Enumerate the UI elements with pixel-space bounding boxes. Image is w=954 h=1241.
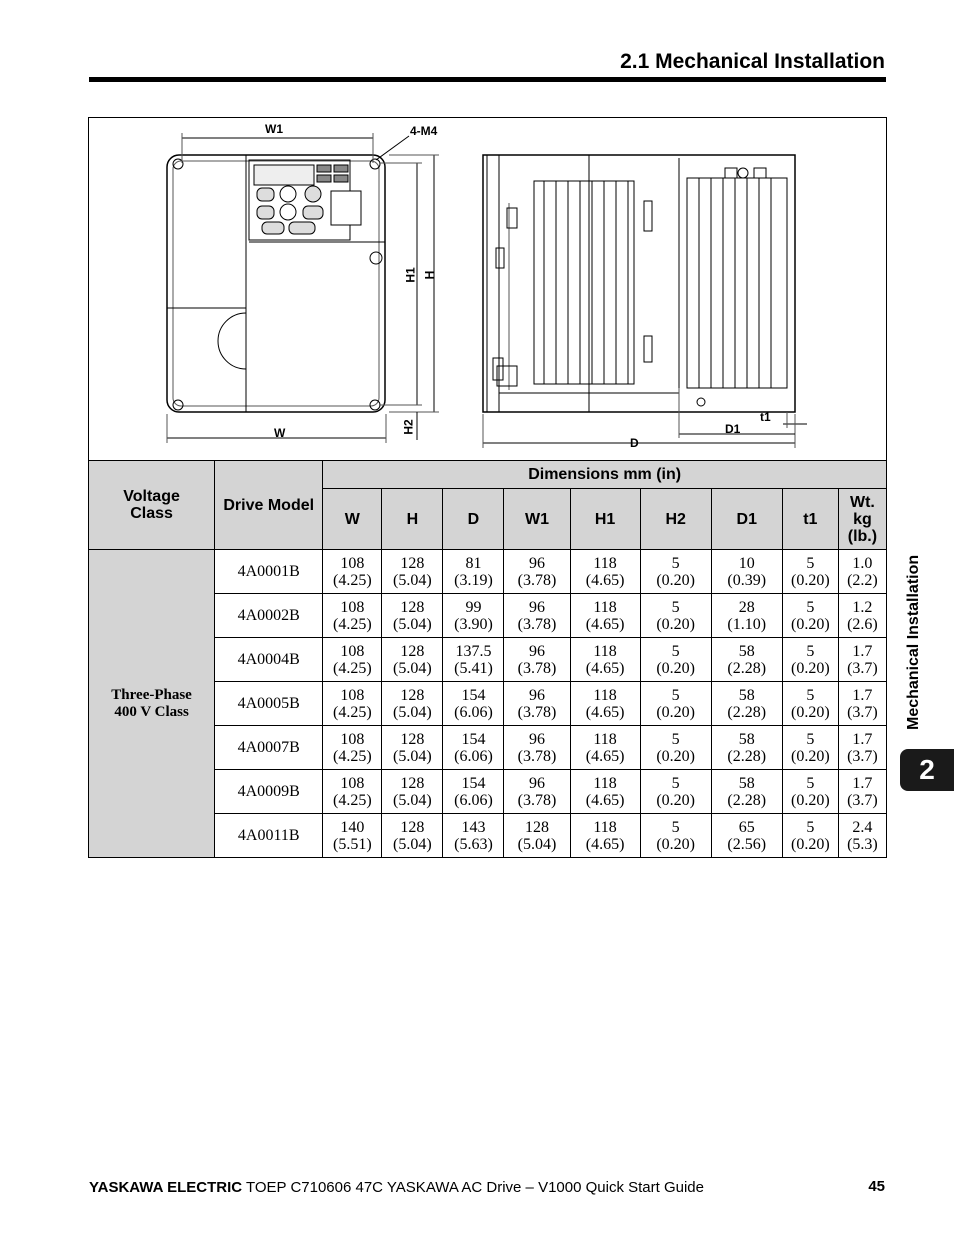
dimension-cell <box>443 682 504 726</box>
metric-value: 96 <box>529 598 545 616</box>
imperial-value: (4.65) <box>585 791 625 809</box>
header-rule <box>89 77 886 82</box>
imperial-value: (0.20) <box>656 791 695 809</box>
dimensions-table <box>88 460 887 858</box>
imperial-value: (0.39) <box>727 571 767 589</box>
metric-value: 118 <box>593 730 617 748</box>
dimension-cell <box>382 550 443 594</box>
side-tab-label: Mechanical Installation <box>905 554 922 730</box>
metric-value: 1.7 <box>852 774 873 792</box>
imperial-value: (5.04) <box>393 835 432 853</box>
table-row <box>89 550 887 594</box>
imperial-value: (4.65) <box>585 571 625 589</box>
column-header: W <box>323 489 382 550</box>
dimension-cell <box>504 594 570 638</box>
column-header: D1 <box>711 489 782 550</box>
h1-label: H1 <box>403 267 418 283</box>
dimension-cell <box>838 770 886 814</box>
metric-value: 154 <box>461 774 486 792</box>
imperial-value: (5.04) <box>393 615 432 633</box>
dimension-cell <box>504 638 570 682</box>
section-title: 2.1 Mechanical Installation <box>620 50 885 73</box>
metric-value: 118 <box>593 774 617 792</box>
dimension-cell <box>782 594 838 638</box>
footer-text <box>89 1179 704 1196</box>
imperial-value: (0.20) <box>656 659 695 677</box>
page-number: 45 <box>868 1178 885 1195</box>
dimension-cell <box>640 770 711 814</box>
imperial-value: (2.2) <box>847 571 878 589</box>
imperial-value: (0.20) <box>790 703 830 721</box>
metric-value: 128 <box>400 818 425 836</box>
metric-value: 2.4 <box>852 818 873 836</box>
imperial-value: (5.04) <box>393 659 432 677</box>
dimension-cell <box>382 682 443 726</box>
metric-value: 1.7 <box>852 686 873 704</box>
imperial-value: (0.20) <box>790 791 830 809</box>
dimension-cell <box>838 682 886 726</box>
dimension-cell <box>443 770 504 814</box>
imperial-value: (5.04) <box>393 747 432 765</box>
metric-value: 128 <box>400 598 425 616</box>
metric-value: 96 <box>529 686 545 704</box>
imperial-value: (5.04) <box>517 835 557 853</box>
imperial-value: (3.78) <box>517 615 557 633</box>
imperial-value: (5.04) <box>393 571 432 589</box>
dimension-cell <box>782 638 838 682</box>
imperial-value: (3.7) <box>847 791 878 809</box>
metric-value: 1.2 <box>852 598 873 616</box>
voltage-class-cell: Three-Phase 400 V Class <box>89 550 215 858</box>
imperial-value: (2.28) <box>727 703 767 721</box>
dimension-cell <box>382 638 443 682</box>
imperial-value: (4.65) <box>585 615 625 633</box>
drive-model-header: Drive Model <box>215 461 323 550</box>
metric-value: 5 <box>671 554 680 572</box>
dimension-cell <box>570 638 640 682</box>
metric-value: 1.0 <box>852 554 873 572</box>
imperial-value: (5.63) <box>454 835 493 853</box>
dimension-cell <box>838 550 886 594</box>
metric-value: 108 <box>340 598 365 616</box>
dimension-cell <box>782 550 838 594</box>
metric-value: 96 <box>529 774 545 792</box>
dimension-cell <box>711 726 782 770</box>
dimension-cell <box>782 770 838 814</box>
metric-value: 128 <box>400 774 425 792</box>
imperial-value: (4.25) <box>332 571 372 589</box>
metric-value: 99 <box>465 598 482 616</box>
imperial-value: (2.28) <box>727 747 767 765</box>
imperial-value: (6.06) <box>454 747 493 765</box>
imperial-value: (4.25) <box>332 791 372 809</box>
metric-value: 154 <box>461 730 486 748</box>
imperial-value: (5.04) <box>393 703 432 721</box>
metric-value: 5 <box>806 642 815 660</box>
imperial-value: (3.7) <box>847 747 878 765</box>
dimension-cell <box>640 682 711 726</box>
dimension-cell <box>782 814 838 858</box>
dimension-cell <box>443 550 504 594</box>
d-label: D <box>630 436 639 450</box>
metric-value: 118 <box>593 642 617 660</box>
dimension-cell <box>504 770 570 814</box>
metric-value: 96 <box>529 642 545 660</box>
metric-value: 140 <box>340 818 365 836</box>
side-view-body <box>483 155 795 412</box>
metric-value: 128 <box>400 730 425 748</box>
imperial-value: (3.78) <box>517 747 557 765</box>
imperial-value: (4.65) <box>585 747 625 765</box>
metric-value: 128 <box>400 642 425 660</box>
dimension-cell <box>323 638 382 682</box>
dimension-cell <box>570 814 640 858</box>
imperial-value: (6.06) <box>454 703 493 721</box>
metric-value: 118 <box>593 598 617 616</box>
dimension-cell <box>640 550 711 594</box>
imperial-value: (5.51) <box>332 835 372 853</box>
column-header: W1 <box>504 489 570 550</box>
dimension-cell <box>838 726 886 770</box>
metric-value: 5 <box>806 686 815 704</box>
column-header: Wt. kg (lb.) <box>838 489 886 550</box>
metric-value: 58 <box>738 730 755 748</box>
dimension-cell <box>323 814 382 858</box>
dimension-cell <box>838 638 886 682</box>
metric-value: 58 <box>738 642 755 660</box>
metric-value: 118 <box>593 818 617 836</box>
dimension-cell <box>782 726 838 770</box>
metric-value: 5 <box>806 554 815 572</box>
dimension-cell <box>504 726 570 770</box>
metric-value: 58 <box>738 686 755 704</box>
dimension-cell <box>443 594 504 638</box>
dimension-cell <box>323 682 382 726</box>
metric-value: 118 <box>593 686 617 704</box>
imperial-value: (2.28) <box>727 791 767 809</box>
metric-value: 5 <box>671 730 680 748</box>
imperial-value: (4.25) <box>332 703 372 721</box>
dimension-cell <box>382 814 443 858</box>
imperial-value: (3.78) <box>517 659 557 677</box>
dimension-cell <box>443 814 504 858</box>
dimension-cell <box>382 726 443 770</box>
dimension-cell <box>504 550 570 594</box>
imperial-value: (4.65) <box>585 835 625 853</box>
drive-model-cell: 4A0011B <box>215 814 323 858</box>
drive-model-cell: 4A0004B <box>215 638 323 682</box>
drive-model-cell: 4A0002B <box>215 594 323 638</box>
imperial-value: (0.20) <box>790 571 830 589</box>
dimension-cell <box>640 594 711 638</box>
w1-label: W1 <box>265 122 283 136</box>
imperial-value: (3.7) <box>847 659 878 677</box>
imperial-value: (4.25) <box>332 659 372 677</box>
dimension-cell <box>382 770 443 814</box>
metric-value: 5 <box>806 774 815 792</box>
imperial-value: (4.65) <box>585 703 625 721</box>
imperial-value: (0.20) <box>656 747 695 765</box>
t1-label: t1 <box>760 410 771 424</box>
dimension-cell <box>443 726 504 770</box>
imperial-value: (0.20) <box>656 615 695 633</box>
imperial-value: (5.41) <box>454 659 493 677</box>
dimension-cell <box>570 770 640 814</box>
d1-label: D1 <box>725 422 741 436</box>
imperial-value: (2.28) <box>727 659 767 677</box>
metric-value: 108 <box>340 642 365 660</box>
imperial-value: (0.20) <box>790 747 830 765</box>
imperial-value: (3.78) <box>517 703 557 721</box>
imperial-value: (3.78) <box>517 571 557 589</box>
imperial-value: (0.20) <box>790 835 830 853</box>
dimension-cell <box>711 814 782 858</box>
imperial-value: (3.7) <box>847 703 878 721</box>
dimension-cell <box>382 594 443 638</box>
dimension-cell <box>323 770 382 814</box>
voltage-class-header: Voltage Class <box>89 461 215 550</box>
imperial-value: (3.78) <box>517 791 557 809</box>
h2-label: H2 <box>401 419 416 435</box>
metric-value: 128 <box>400 686 425 704</box>
imperial-value: (2.56) <box>727 835 767 853</box>
chapter-tab: 2 <box>900 749 954 791</box>
metric-value: 10 <box>738 554 755 572</box>
metric-value: 5 <box>671 598 680 616</box>
dimension-cell <box>504 814 570 858</box>
h-label: H <box>422 270 437 280</box>
metric-value: 5 <box>671 686 680 704</box>
w-label: W <box>274 426 286 440</box>
dimension-figure <box>88 117 887 461</box>
imperial-value: (2.6) <box>847 615 878 633</box>
metric-value: 96 <box>529 554 545 572</box>
dimension-cell <box>443 638 504 682</box>
imperial-value: (3.19) <box>454 571 493 589</box>
metric-value: 108 <box>340 554 365 572</box>
drive-model-cell: 4A0007B <box>215 726 323 770</box>
dimension-cell <box>504 682 570 726</box>
dimension-cell <box>640 814 711 858</box>
dimension-cell <box>782 682 838 726</box>
metric-value: 1.7 <box>852 730 873 748</box>
imperial-value: (4.65) <box>585 659 625 677</box>
imperial-value: (1.10) <box>727 615 767 633</box>
dimension-cell <box>323 594 382 638</box>
metric-value: 108 <box>340 686 365 704</box>
metric-value: 108 <box>340 730 365 748</box>
metric-value: 143 <box>461 818 486 836</box>
dimension-cell <box>640 726 711 770</box>
imperial-value: (3.90) <box>454 615 493 633</box>
column-header: H <box>382 489 443 550</box>
imperial-value: (6.06) <box>454 791 493 809</box>
drive-model-cell: 4A0005B <box>215 682 323 726</box>
footer-brand: YASKAWA ELECTRIC <box>89 1179 243 1196</box>
dimension-cell <box>838 594 886 638</box>
metric-value: 5 <box>806 818 815 836</box>
dimension-cell <box>711 770 782 814</box>
metric-value: 1.7 <box>852 642 873 660</box>
footer-doc: TOEP C710606 47C YASKAWA AC Drive – V1000 Quick Start Guide <box>242 1179 704 1196</box>
column-header: t1 <box>782 489 838 550</box>
metric-value: 108 <box>340 774 365 792</box>
metric-value: 5 <box>671 774 680 792</box>
metric-value: 5 <box>806 730 815 748</box>
metric-value: 5 <box>671 818 680 836</box>
imperial-value: (5.3) <box>847 835 878 853</box>
imperial-value: (0.20) <box>656 703 695 721</box>
imperial-value: (0.20) <box>656 835 695 853</box>
metric-value: 58 <box>738 774 755 792</box>
metric-value: 28 <box>738 598 755 616</box>
column-header: H1 <box>570 489 640 550</box>
dimension-cell <box>570 726 640 770</box>
metric-value: 118 <box>593 554 617 572</box>
dimension-cell <box>323 726 382 770</box>
metric-value: 5 <box>806 598 815 616</box>
dimension-cell <box>570 682 640 726</box>
metric-value: 96 <box>529 730 545 748</box>
dimension-cell <box>711 550 782 594</box>
dimension-cell <box>323 550 382 594</box>
metric-value: 154 <box>461 686 486 704</box>
dimension-cell <box>711 682 782 726</box>
dimension-cell <box>711 638 782 682</box>
drive-model-cell: 4A0009B <box>215 770 323 814</box>
dimensions-header: Dimensions mm (in) <box>323 461 887 489</box>
column-header: H2 <box>640 489 711 550</box>
dimension-cell <box>570 594 640 638</box>
dimension-cell <box>640 638 711 682</box>
metric-value: 137.5 <box>455 642 492 660</box>
metric-value: 5 <box>671 642 680 660</box>
metric-value: 128 <box>400 554 425 572</box>
imperial-value: (0.20) <box>790 615 830 633</box>
dimension-cell <box>570 550 640 594</box>
column-header: D <box>443 489 504 550</box>
metric-value: 128 <box>525 818 549 836</box>
m4-label: 4-M4 <box>410 124 438 138</box>
drive-model-cell: 4A0001B <box>215 550 323 594</box>
dimension-cell <box>838 814 886 858</box>
dimension-cell <box>711 594 782 638</box>
metric-value: 65 <box>738 818 755 836</box>
imperial-value: (0.20) <box>790 659 830 677</box>
imperial-value: (4.25) <box>332 747 372 765</box>
imperial-value: (5.04) <box>393 791 432 809</box>
imperial-value: (4.25) <box>332 615 372 633</box>
metric-value: 81 <box>465 554 482 572</box>
imperial-value: (0.20) <box>656 571 695 589</box>
